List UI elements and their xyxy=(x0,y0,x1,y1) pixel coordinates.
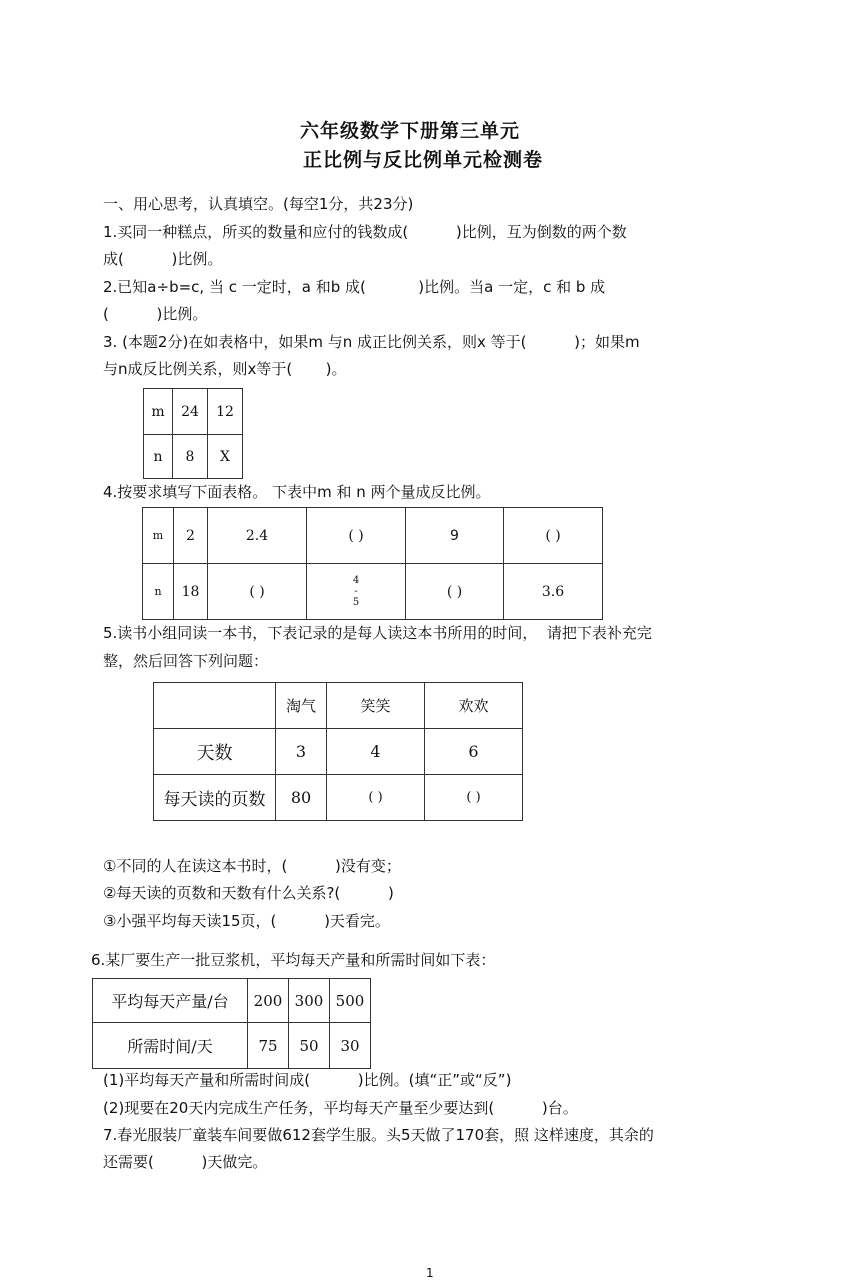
table-cell: 4 xyxy=(327,729,425,775)
table-cell: ( ) xyxy=(327,775,425,821)
table-cell: 8 xyxy=(173,435,208,479)
table-cell: 6 xyxy=(425,729,523,775)
table-cell: 3 xyxy=(276,729,327,775)
q3-line2: 与n成反比例关系，则x等于( )。 xyxy=(103,360,347,378)
table-cell: 18 xyxy=(174,564,208,620)
table-cell: 欢欢 xyxy=(425,683,523,729)
fraction xyxy=(353,575,359,608)
table-cell: 75 xyxy=(248,1023,289,1069)
fraction-cell xyxy=(307,564,406,620)
fraction-bar: - xyxy=(354,585,358,597)
table-cell: n xyxy=(143,564,174,620)
q6-sub1: (1)平均每天产量和所需时间成( )比例。(填“正”或“反”) xyxy=(103,1071,512,1089)
q5-line1: 5.读书小组同读一本书，下表记录的是每人读这本书所用的时间， 请把下表补充完 xyxy=(103,624,652,642)
table-cell: X xyxy=(208,435,243,479)
table-cell: 天数 xyxy=(154,729,276,775)
table-cell: 200 xyxy=(248,979,289,1023)
q7-line2: 还需要( )天做完。 xyxy=(103,1153,268,1171)
table-cell: 300 xyxy=(289,979,330,1023)
page-number: 1 xyxy=(426,1266,434,1280)
table-cell: m xyxy=(144,389,173,435)
q5-sub2: ②每天读的页数和天数有什么关系?( ) xyxy=(103,884,394,902)
doc-title-line2: 正比例与反比例单元检测卷 xyxy=(303,149,544,171)
q3-table xyxy=(143,388,243,479)
table-cell: 80 xyxy=(276,775,327,821)
table-cell: 所需时间/天 xyxy=(93,1023,248,1069)
table-cell: 2 xyxy=(174,508,208,564)
doc-title-line1: 六年级数学下册第三单元 xyxy=(300,120,521,142)
table-cell: 每天读的页数 xyxy=(154,775,276,821)
table-cell: 500 xyxy=(330,979,371,1023)
fraction-denominator: 5 xyxy=(352,596,360,608)
table-cell xyxy=(154,683,276,729)
table-cell: 平均每天产量/台 xyxy=(93,979,248,1023)
fraction-numerator: 4 xyxy=(352,574,360,586)
q3-line1: 3. (本题2分)在如表格中，如果m 与n 成正比例关系，则x 等于( )；如果m xyxy=(103,333,640,351)
q6-line: 6.某厂要生产一批豆浆机，平均每天产量和所需时间如下表： xyxy=(91,951,496,969)
table-cell: 3.6 xyxy=(504,564,603,620)
table-cell: 2.4 xyxy=(208,508,307,564)
q7-line1: 7.春光服装厂童装车间要做612套学生服。头5天做了170套，照 这样速度，其余的 xyxy=(103,1126,654,1144)
table-cell: 30 xyxy=(330,1023,371,1069)
table-cell: ( ) xyxy=(406,564,504,620)
table-cell: 淘气 xyxy=(276,683,327,729)
table-cell: 笑笑 xyxy=(327,683,425,729)
q2-line2: ( )比例。 xyxy=(103,305,208,323)
q2-line1: 2.已知a÷b=c, 当 c 一定时，a 和b 成( )比例。当a 一定，c 和 b 成 xyxy=(103,278,606,296)
table-cell: ( ) xyxy=(425,775,523,821)
table-cell: m xyxy=(143,508,174,564)
section-heading: 一、用心思考，认真填空。(每空1分，共23分) xyxy=(103,195,414,213)
q6-table xyxy=(92,978,371,1069)
q5-sub3: ③小强平均每天读15页，( )天看完。 xyxy=(103,912,390,930)
table-cell: 50 xyxy=(289,1023,330,1069)
q4-table xyxy=(142,507,603,620)
q6-sub2: (2)现要在20天内完成生产任务，平均每天产量至少要达到( )台。 xyxy=(103,1099,578,1117)
q1-line1: 1.买同一种糕点，所买的数量和应付的钱数成( )比例，互为倒数的两个数 xyxy=(103,223,627,241)
q5-sub1: ①不同的人在读这本书时，( )没有变； xyxy=(103,857,401,875)
table-cell: ( ) xyxy=(208,564,307,620)
table-cell: 9 xyxy=(406,508,504,564)
q5-table xyxy=(153,682,523,821)
q5-line2: 整，然后回答下列问题： xyxy=(103,652,269,670)
table-cell: ( ) xyxy=(307,508,406,564)
q4-line: 4.按要求填写下面表格。 下表中m 和 n 两个量成反比例。 xyxy=(103,483,491,501)
table-cell: 24 xyxy=(173,389,208,435)
table-cell: n xyxy=(144,435,173,479)
table-cell: ( ) xyxy=(504,508,603,564)
table-cell: 12 xyxy=(208,389,243,435)
q1-line2: 成( )比例。 xyxy=(103,250,223,268)
